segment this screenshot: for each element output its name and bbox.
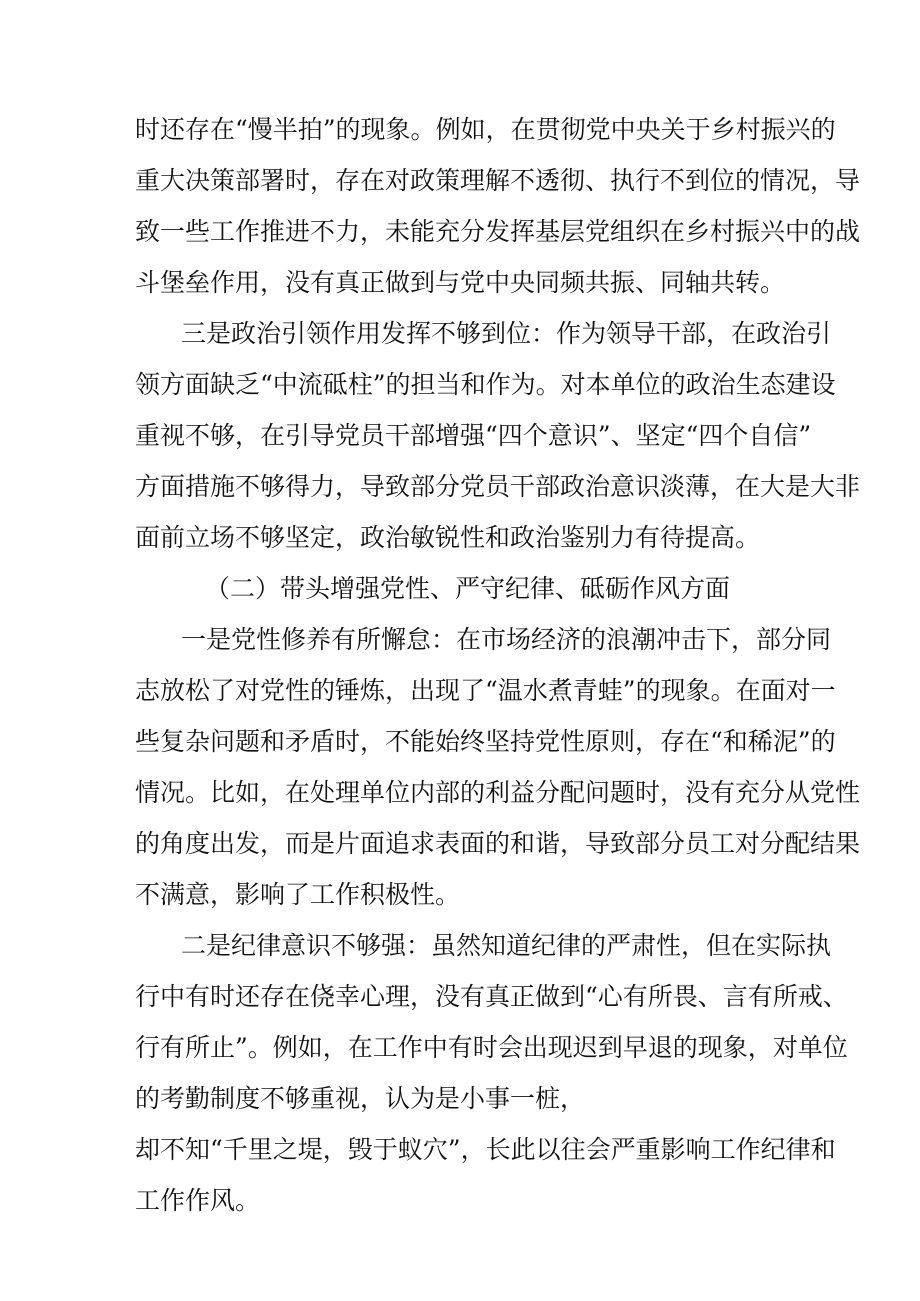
text-line-8: 方面措施不够得力，导致部分党员干部政治意识淡薄，在大是大非 xyxy=(135,472,861,501)
text-line-22: 工作作风。 xyxy=(135,1186,261,1215)
text-line-14: 情况。比如，在处理单位内部的利益分配问题时，没有充分从党性 xyxy=(135,778,861,807)
text-line-19: 行有所止”。例如，在工作中有时会出现迟到早退的现象，对单位 xyxy=(135,1033,848,1062)
text-line-12: 志放松了对党性的锤炼，出现了“温水煮青蛙”的现象。在面对一 xyxy=(135,676,836,705)
paragraph-start-2: 二是纪律意识不够强：虽然知道纪律的严肃性，但在实际执 xyxy=(181,931,832,960)
text-line-2: 重大决策部署时，存在对政策理解不透彻、执行不到位的情况，导 xyxy=(135,166,861,195)
text-line-3: 致一些工作推进不力，未能充分发挥基层党组织在乡村振兴中的战 xyxy=(135,217,861,246)
paragraph-start-3: 三是政治引领作用发挥不够到位：作为领导干部，在政治引 xyxy=(181,319,832,348)
text-line-1: 时还存在“慢半拍”的现象。例如，在贯彻党中央关于乡村振兴的 xyxy=(135,115,836,144)
text-line-20: 的考勤制度不够重视，认为是小事一桩， xyxy=(135,1084,586,1113)
text-line-18: 行中有时还存在侥幸心理，没有真正做到“心有所畏、言有所戒、 xyxy=(135,982,848,1011)
text-line-13: 些复杂问题和矛盾时，不能始终坚持党性原则，存在“和稀泥”的 xyxy=(135,727,836,756)
text-line-15: 的角度出发，而是片面追求表面的和谐，导致部分员工对分配结果 xyxy=(135,829,861,858)
text-line-9: 面前立场不够坚定，政治敏锐性和政治鉴别力有待提高。 xyxy=(135,523,761,552)
text-line-4: 斗堡垒作用，没有真正做到与党中央同频共振、同轴共转。 xyxy=(135,268,786,297)
text-line-21: 却不知“千里之堤，毁于蚁穴”，长此以往会严重影响工作纪律和 xyxy=(135,1135,836,1164)
text-line-6: 领方面缺乏“中流砥柱”的担当和作为。对本单位的政治生态建设 xyxy=(135,370,836,399)
text-line-7: 重视不够，在引导党员干部增强“四个意识”、坚定“四个自信” xyxy=(135,421,812,450)
paragraph-start-1: 一是党性修养有所懈怠：在市场经济的浪潮冲击下，部分同 xyxy=(181,625,832,654)
section-heading: （二）带头增强党性、严守纪律、砥砺作风方面 xyxy=(205,574,731,603)
text-line-16: 不满意，影响了工作积极性。 xyxy=(135,880,461,909)
